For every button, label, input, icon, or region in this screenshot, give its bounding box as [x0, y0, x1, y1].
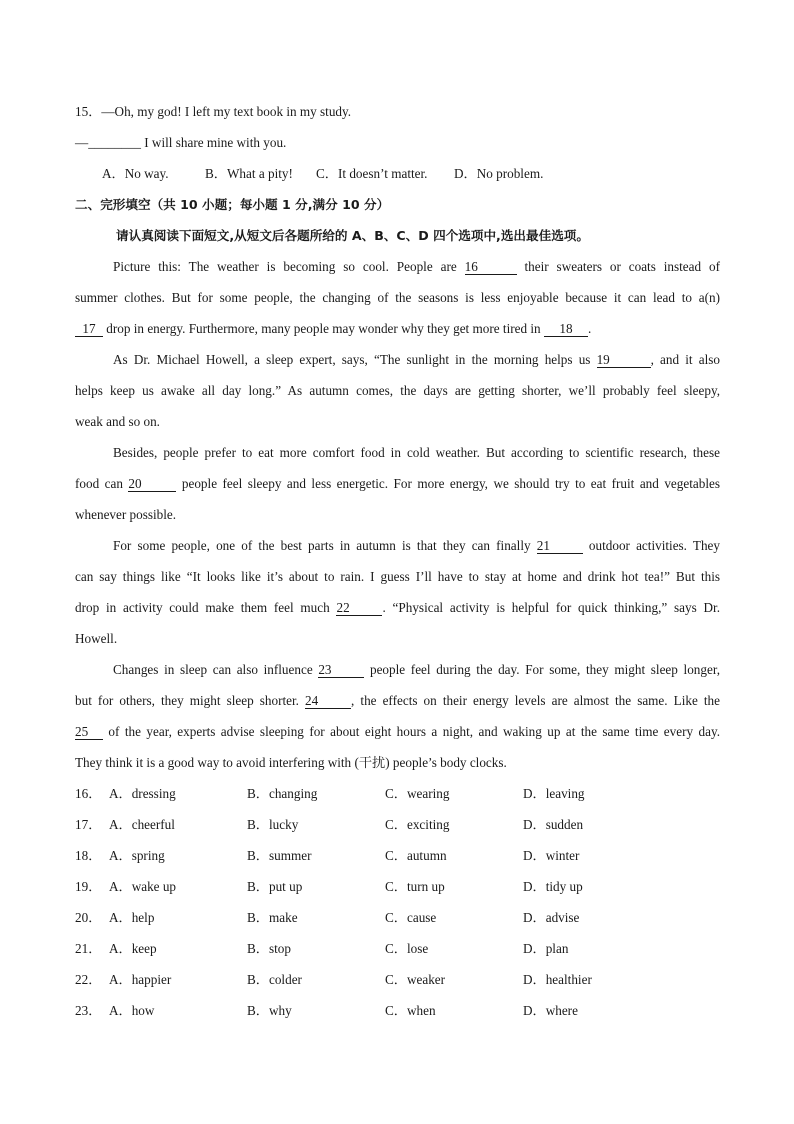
option-c[interactable]: C．exciting [385, 817, 450, 832]
passage-line: As Dr. Michael Howell, a sleep expert, says, “The sunlight in the morning helps us 19 , and it also [113, 352, 720, 367]
passage-line: weak and so on. [75, 414, 160, 429]
question-row [75, 938, 720, 969]
option-b[interactable]: B．put up [247, 879, 303, 894]
question-row [75, 845, 720, 876]
section-instruction: 请认真阅读下面短文,从短文后各题所给的 A、B、C、D 四个选项中,选出最佳选项。 [116, 228, 589, 243]
passage-line: Howell. [75, 631, 118, 646]
option-d[interactable]: D．where [523, 1003, 578, 1018]
option-d[interactable]: D．healthier [523, 972, 592, 987]
option-a[interactable]: A．cheerful [109, 817, 175, 832]
option-a[interactable]: A．keep [109, 941, 157, 956]
blank-24: 24 [305, 693, 351, 709]
option-c[interactable]: C．cause [385, 910, 437, 925]
q15-option-a[interactable]: A．No way. [102, 166, 169, 181]
option-d[interactable]: D．plan [523, 941, 569, 956]
question-number: 16． [75, 786, 102, 801]
option-c[interactable]: C．wearing [385, 786, 450, 801]
passage-line: They think it is a good way to avoid interfering with (干扰) people’s body clocks. [75, 755, 507, 770]
option-c[interactable]: C．lose [385, 941, 429, 956]
question-number: 21． [75, 941, 102, 956]
passage-line: Changes in sleep can also influence 23 people feel during the day. For some, they might sleep longer, [113, 662, 720, 677]
cloze-passage [75, 256, 720, 783]
option-b[interactable]: B．why [247, 1003, 292, 1018]
passage-line: For some people, one of the best parts in autumn is that they can finally 21 outdoor activities. They [113, 538, 720, 553]
question-row [75, 969, 720, 1000]
passage-line: 17 drop in energy. Furthermore, many people may wonder why they get more tired in 18 . [75, 318, 720, 349]
option-a[interactable]: A．happier [109, 972, 172, 987]
q15-options [75, 163, 720, 194]
question-row [75, 907, 720, 938]
option-d[interactable]: D．sudden [523, 817, 584, 832]
blank-25: 25 [75, 724, 103, 740]
passage-line: Besides, people prefer to eat more comfort food in cold weather. But according to scientific research, these [113, 445, 720, 460]
question-number: 19． [75, 879, 102, 894]
blank-23: 23 [318, 662, 364, 678]
option-d[interactable]: D．leaving [523, 786, 585, 801]
passage-line: summer clothes. But for some people, the changing of the seasons is less enjoyable because it can lead to a(n) [75, 290, 720, 305]
q15-option-b[interactable]: B．What a pity! [205, 166, 293, 181]
passage-line: whenever possible. [75, 507, 177, 522]
option-a[interactable]: A．spring [109, 848, 165, 863]
section-title: 二、完形填空（共 10 小题；每小题 1 分,满分 10 分） [75, 197, 390, 212]
option-c[interactable]: C．autumn [385, 848, 447, 863]
passage-line: but for others, they might sleep shorter. 24 , the effects on their energy levels are almost the same. Like the [75, 693, 721, 708]
exam-page [75, 101, 720, 1031]
option-d[interactable]: D．advise [523, 910, 580, 925]
q15-option-c[interactable]: C．It doesn’t matter. [316, 166, 428, 181]
q15-reply [75, 132, 720, 163]
option-a[interactable]: A．wake up [109, 879, 177, 894]
blank-17: 17 [75, 321, 103, 337]
blank-16: 16 [465, 259, 517, 275]
question-row [75, 876, 720, 907]
passage-line: can say things like “It looks like it’s about to rain. I guess I’ll have to stay at home and drink hot tea!” But this [75, 569, 720, 584]
option-b[interactable]: B．summer [247, 848, 312, 863]
question-number: 22． [75, 972, 102, 987]
passage-line: Picture this: The weather is becoming so cool. People are 16 their sweaters or coats instead of [113, 259, 720, 274]
blank-19: 19 [597, 352, 651, 368]
option-b[interactable]: B．changing [247, 786, 318, 801]
q15-reply-text: I will share mine with you. [140, 135, 287, 150]
option-a[interactable]: A．how [109, 1003, 155, 1018]
question-list [75, 783, 720, 1031]
question-number: 18． [75, 848, 102, 863]
q15-answer-blank: ________ [88, 135, 141, 150]
blank-20: 20 [128, 476, 176, 492]
question-number: 17． [75, 817, 102, 832]
passage-line: food can 20 people feel sleepy and less energetic. For more energy, we should try to eat fruit and vegetables [75, 476, 720, 491]
option-b[interactable]: B．colder [247, 972, 302, 987]
option-c[interactable]: C．turn up [385, 879, 445, 894]
blank-21: 21 [537, 538, 583, 554]
question-row [75, 814, 720, 845]
passage-line: drop in activity could make them feel much 22 . “Physical activity is helpful for quick thinking,” says Dr. [75, 600, 720, 615]
passage-line: 25 of the year, experts advise sleeping for about eight hours a night, and waking up at the same time every day. [75, 724, 720, 739]
q15-prompt: 15．—Oh, my god! I left my text book in my study. [75, 104, 352, 119]
q15-option-d[interactable]: D．No problem. [454, 166, 544, 181]
option-b[interactable]: B．make [247, 910, 298, 925]
question-row [75, 1000, 720, 1031]
option-d[interactable]: D．tidy up [523, 879, 583, 894]
option-a[interactable]: A．help [109, 910, 155, 925]
option-a[interactable]: A．dressing [109, 786, 176, 801]
blank-22: 22 [336, 600, 382, 616]
option-c[interactable]: C．weaker [385, 972, 446, 987]
question-number: 20． [75, 910, 102, 925]
option-d[interactable]: D．winter [523, 848, 580, 863]
question-row [75, 783, 720, 814]
question-number: 23． [75, 1003, 102, 1018]
q15-dash: — [75, 135, 89, 150]
option-c[interactable]: C．when [385, 1003, 436, 1018]
blank-18: 18 [544, 321, 588, 337]
option-b[interactable]: B．lucky [247, 817, 299, 832]
passage-line: helps keep us awake all day long.” As autumn comes, the days are getting shorter, we’ll probably feel sleepy, [75, 383, 720, 398]
option-b[interactable]: B．stop [247, 941, 291, 956]
